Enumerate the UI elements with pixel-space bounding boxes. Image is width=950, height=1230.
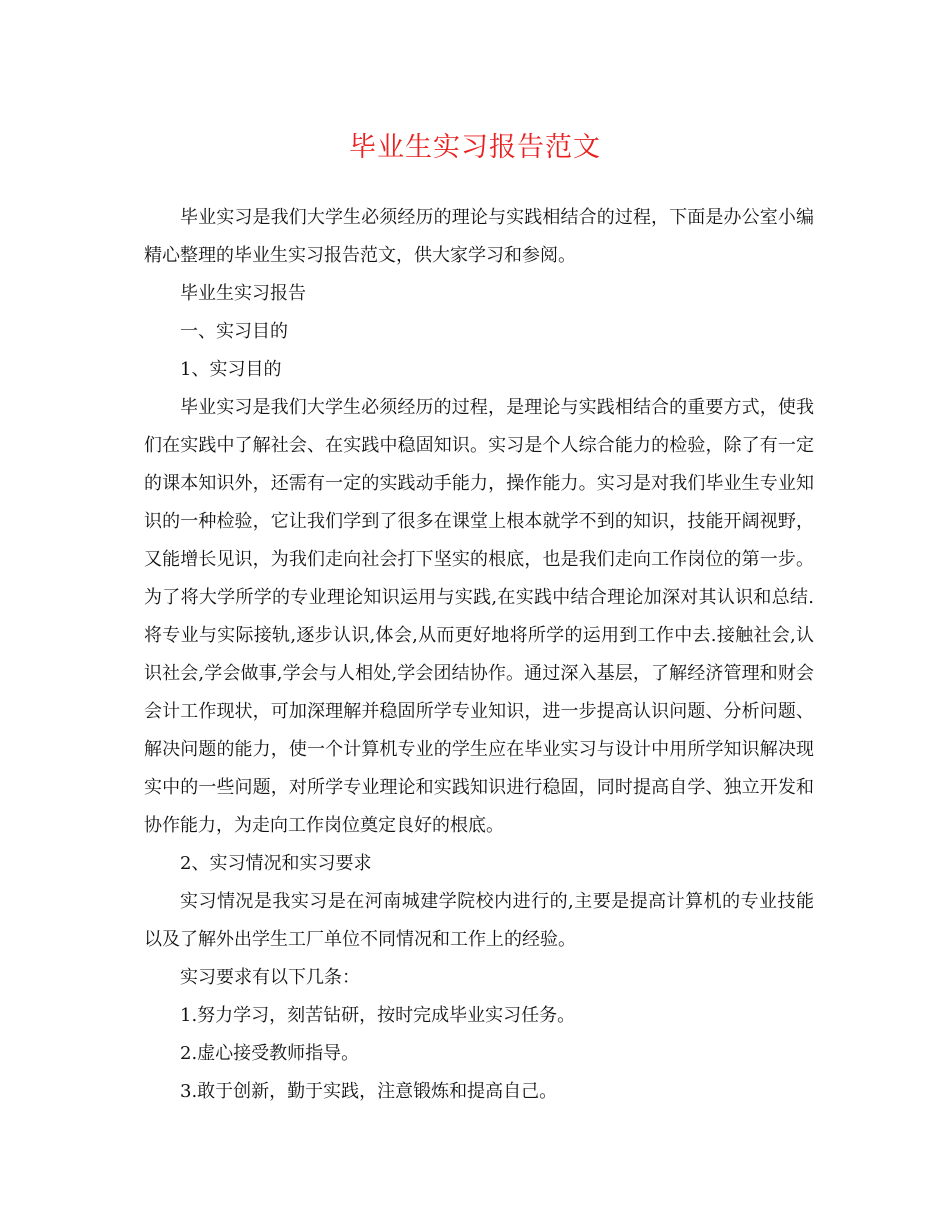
requirements-intro: 实习要求有以下几条： bbox=[180, 967, 360, 988]
requirement-item: 3.敢于创新，勤于实践，注意锻炼和提高自己。 bbox=[180, 1081, 558, 1102]
document-title: 毕业生实习报告范文 bbox=[349, 132, 601, 163]
subsection-heading-purpose: 1、实习目的 bbox=[180, 359, 282, 380]
requirement-item: 2.虚心接受教师指导。 bbox=[180, 1043, 360, 1064]
subsection-heading-situation: 2、实习情况和实习要求 bbox=[180, 853, 372, 874]
situation-paragraph: 实习情况是我实习是在河南城建学院校内进行的,主要是提高计算机的专业技能以及了解外出学生工厂单位不同情况和工作上的经验。 bbox=[144, 891, 814, 950]
purpose-paragraph: 毕业实习是我们大学生必须经历的过程，是理论与实践相结合的重要方式，使我们在实践中了解社会、在实践中稳固知识。实习是个人综合能力的检验，除了有一定的课本知识外，还需有一定的实践动手能力，操作能力。实习是对我们毕业生专业知识的一种检验，它让我们学到了很多在课堂上根本就学不到的知识，技能开阔视野，又能增长见识，为我们走向社会打下坚实的根底，也是我们走向工作岗位的第一步。为了将大学所学的专业理论知识运用与实践,在实践中结合理论加深对其认识和总结. 将专业与实际接轨,逐步认识,体会,从而更好地将所学的运用到工作中去.接触社会,认识社会,学会做事,学会与人相处,学会团结协作。通过深入基层，了解经济管理和财会会计工作现状，可加深理解并稳固所学专业知识，进一步提高认识问题、分析问题、解决问题的能力，使一个计算机专业的学生应在毕业实习与设计中用所学知识解决现实中的一些问题，对所学专业理论和实践知识进行稳固，同时提高自学、独立开发和协作能力，为走向工作岗位奠定良好的根底。 bbox=[144, 397, 814, 836]
requirement-item: 1.努力学习，刻苦钻研，按时完成毕业实习任务。 bbox=[180, 1005, 576, 1026]
document-body bbox=[144, 199, 814, 1111]
intro-paragraph: 毕业实习是我们大学生必须经历的理论与实践相结合的过程，下面是办公室小编精心整理的毕业生实习报告范文，供大家学习和参阅。 bbox=[144, 207, 814, 266]
report-heading: 毕业生实习报告 bbox=[180, 283, 306, 304]
section-heading-purpose: 一、实习目的 bbox=[180, 321, 288, 342]
